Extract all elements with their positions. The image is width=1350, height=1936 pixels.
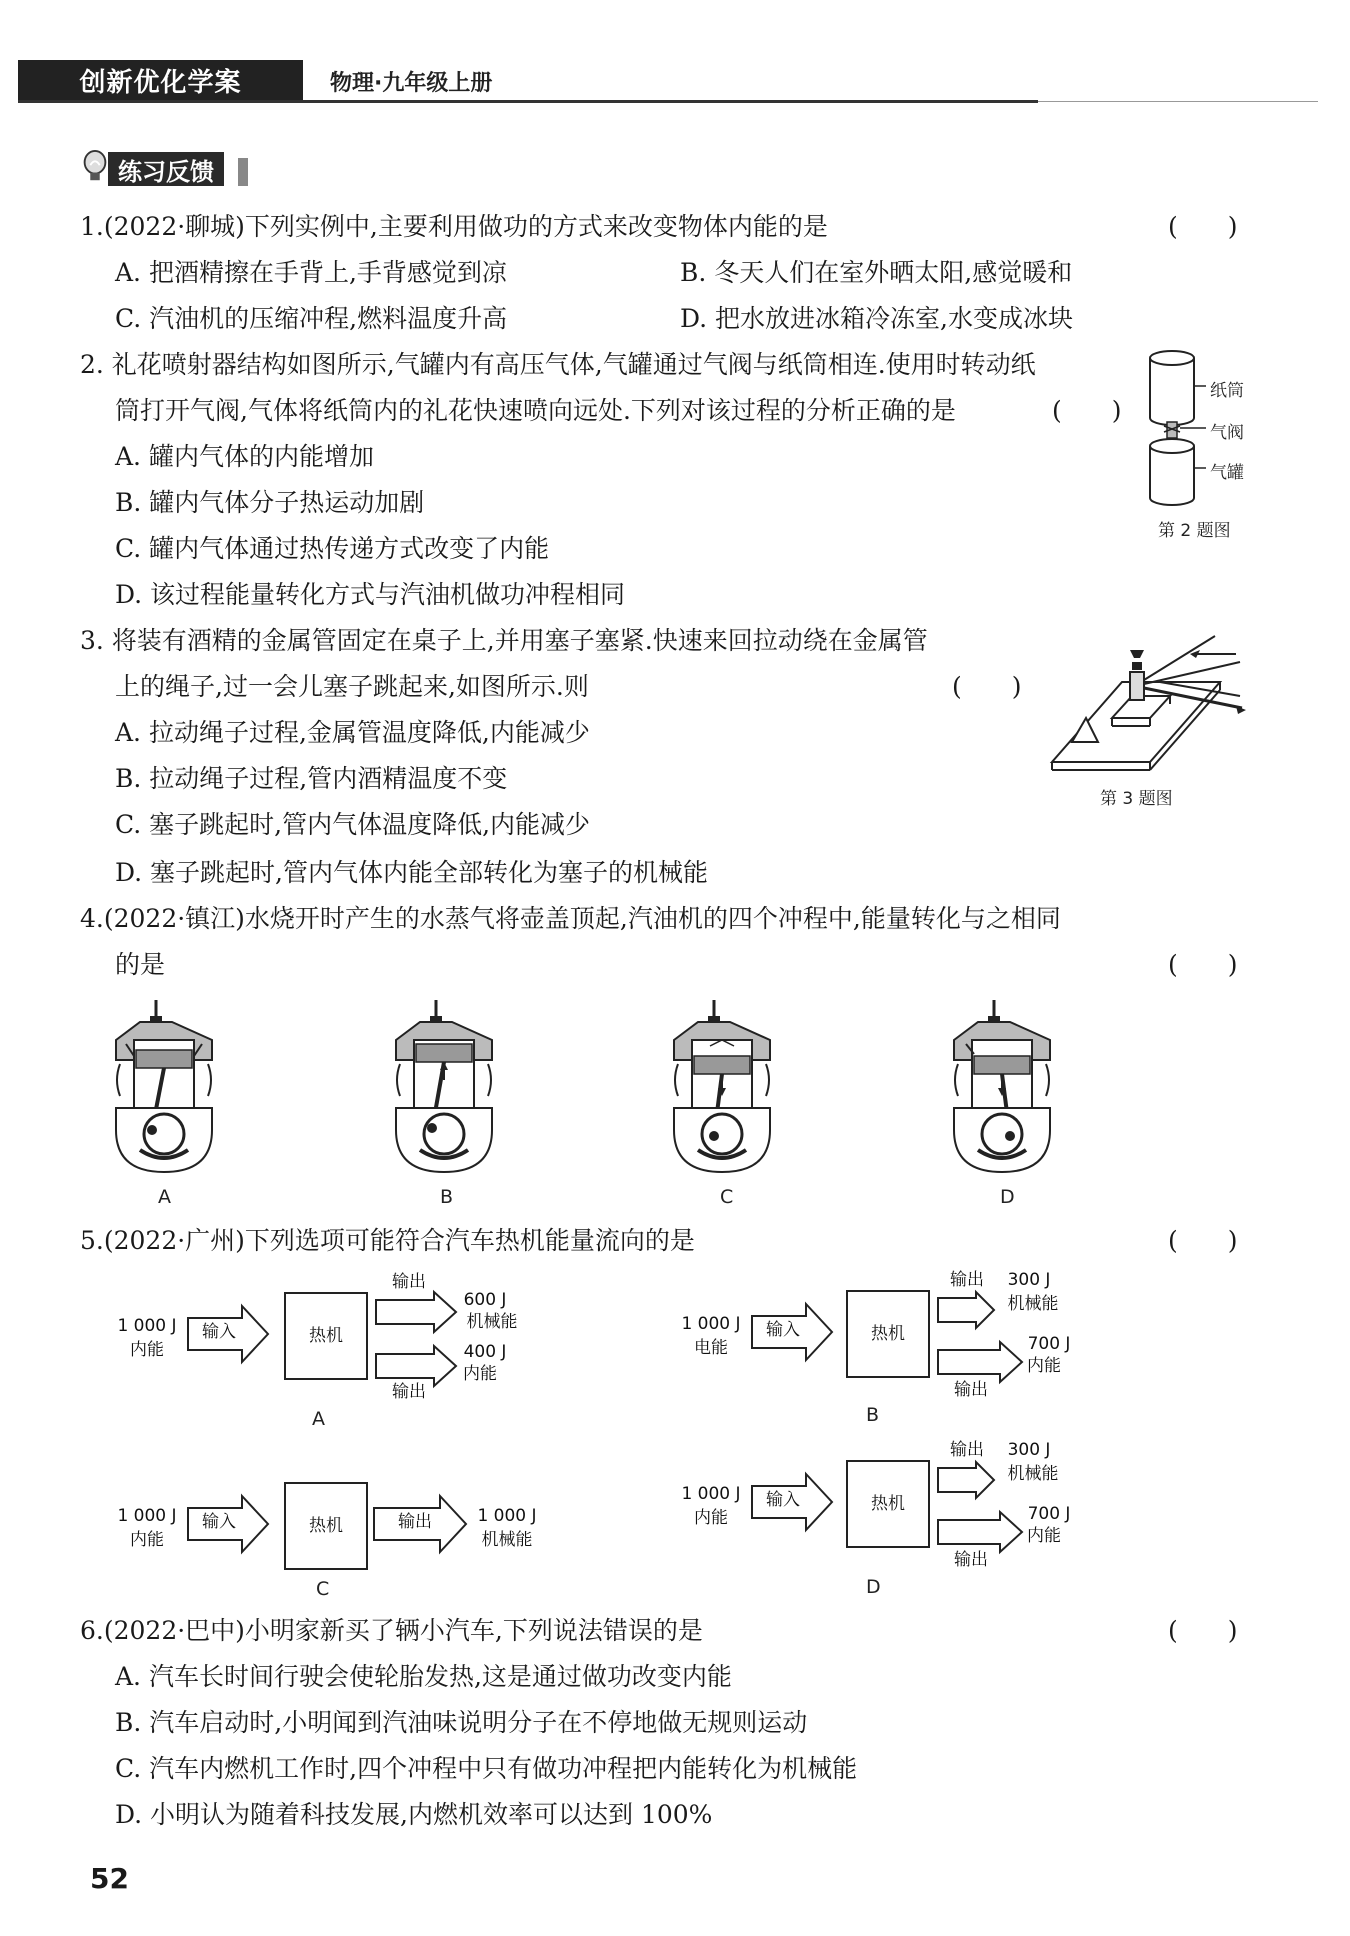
q5-c-input-label: 输入 [202,1512,236,1532]
q5-b-out2-value: 700 J [1027,1334,1071,1354]
q5-b-out1-arrow [936,1290,996,1330]
q5-b-letter: B [866,1404,880,1426]
q1-stem: 1.(2022·聊城)下列实例中,主要利用做功的方式来改变物体内能的是 [80,212,828,241]
q4-engine-a-figure [112,1000,222,1180]
q3-option-d: D. 塞子跳起时,管内气体内能全部转化为塞子的机械能 [115,858,708,887]
q5-c-out1-type: 机械能 [481,1530,533,1550]
q2-label-valve: 气阀 [1210,423,1244,443]
q2-option-d: D. 该过程能量转化方式与汽油机做功冲程相同 [115,580,626,609]
q1-option-a: A. 把酒精擦在手背上,手背感觉到凉 [115,258,507,287]
q2-option-b: B. 罐内气体分子热运动加剧 [115,488,425,517]
q5-c-engine-label: 热机 [309,1516,343,1536]
q5-d-out2-type: 内能 [1027,1526,1061,1546]
header-rule-thin [1038,101,1318,102]
q5-a-out2-label: 输出 [392,1382,426,1402]
q1-option-c: C. 汽油机的压缩冲程,燃料温度升高 [115,304,508,333]
q3-stem-line1: 3. 将装有酒精的金属管固定在桌子上,并用塞子塞紧.快速来回拉动绕在金属管 [80,626,928,655]
q5-d-letter: D [866,1576,881,1598]
q1-answer-blank: ( ) [1168,212,1238,241]
q6-stem: 6.(2022·巴中)小明家新买了辆小汽车,下列说法错误的是 [80,1616,703,1645]
q5-c-input-type: 内能 [130,1530,164,1550]
q6-option-b: B. 汽车启动时,小明闻到汽油味说明分子在不停地做无规则运动 [115,1708,808,1737]
brand-title: 创新优化学案 [18,60,303,100]
q3-stem-line2: 上的绳子,过一会儿塞子跳起来,如图所示.则 [115,672,589,701]
q5-a-out2-value: 400 J [463,1342,507,1362]
q5-answer-blank: ( ) [1168,1226,1238,1255]
q5-a-input-label: 输入 [202,1322,236,1342]
q5-d-out1-label: 输出 [950,1440,984,1460]
q5-b-out1-value: 300 J [1007,1270,1051,1290]
q3-figure-caption: 第 3 题图 [1100,789,1173,809]
q2-label-tube: 纸筒 [1210,381,1244,401]
q5-d-out2-label: 输出 [954,1550,988,1570]
q4-label-a: A [158,1186,171,1208]
q1-option-b: B. 冬天人们在室外晒太阳,感觉暖和 [680,258,1073,287]
header-rule [18,100,1038,103]
q5-b-out1-label: 输出 [950,1270,984,1290]
q4-stem-line2: 的是 [115,950,166,979]
q6-answer-blank: ( ) [1168,1616,1238,1645]
q6-option-a: A. 汽车长时间行驶会使轮胎发热,这是通过做功改变内能 [115,1662,732,1691]
q1-option-d: D. 把水放进冰箱冷冻室,水变成冰块 [680,304,1073,333]
q4-label-b: B [440,1186,454,1208]
q5-a-out2-type: 内能 [463,1364,497,1384]
q5-a-engine-label: 热机 [309,1326,343,1346]
q5-d-input-value: 1 000 J [681,1484,741,1504]
section-title-tail [238,158,248,186]
q5-b-out1-type: 机械能 [1007,1294,1059,1314]
q4-engine-d-figure [950,1000,1060,1180]
q3-figure-tube-rope [1050,622,1250,772]
q5-d-engine-label: 热机 [871,1494,905,1514]
q3-option-a: A. 拉动绳子过程,金属管温度降低,内能减少 [115,718,590,747]
q5-c-out1-value: 1 000 J [477,1506,537,1526]
q4-label-c: C [720,1186,734,1208]
q5-d-out1-arrow [936,1460,996,1500]
q4-engine-b-figure [392,1000,502,1180]
q3-answer-blank: ( ) [952,672,1022,701]
q5-b-input-value: 1 000 J [681,1314,741,1334]
q2-label-tank: 气罐 [1210,463,1244,483]
q2-answer-blank: ( ) [1052,396,1122,425]
q2-stem-line1: 2. 礼花喷射器结构如图所示,气罐内有高压气体,气罐通过气阀与纸筒相连.使用时转动纸 [80,350,1036,379]
q4-answer-blank: ( ) [1168,950,1238,979]
q2-option-a: A. 罐内气体的内能增加 [115,442,374,471]
q5-d-out1-value: 300 J [1007,1440,1051,1460]
q6-option-c: C. 汽车内燃机工作时,四个冲程中只有做功冲程把内能转化为机械能 [115,1754,858,1783]
q2-figure-caption: 第 2 题图 [1158,521,1231,541]
q5-a-out1-label: 输出 [392,1272,426,1292]
q5-b-engine-label: 热机 [871,1324,905,1344]
q5-d-input-type: 内能 [694,1508,728,1528]
q6-option-d: D. 小明认为随着科技发展,内燃机效率可以达到 100% [115,1800,713,1829]
q5-b-out2-type: 内能 [1027,1356,1061,1376]
lightbulb-icon [82,150,108,184]
q5-a-letter: A [312,1408,325,1430]
q4-stem-line1: 4.(2022·镇江)水烧开时产生的水蒸气将壶盖顶起,汽油机的四个冲程中,能量转化与之相同 [80,904,1061,933]
q5-d-out1-type: 机械能 [1007,1464,1059,1484]
q5-b-input-label: 输入 [766,1320,800,1340]
page-number: 52 [90,1862,129,1895]
q5-a-out1-arrow [374,1290,458,1336]
q4-label-d: D [1000,1186,1015,1208]
section-title: 练习反馈 [108,152,224,186]
q5-a-out1-value: 600 J [463,1290,507,1310]
q5-d-input-label: 输入 [766,1490,800,1510]
q5-b-input-type: 电能 [694,1338,728,1358]
q5-d-out2-value: 700 J [1027,1504,1071,1524]
q4-engine-c-figure [670,1000,780,1180]
q2-option-c: C. 罐内气体通过热传递方式改变了内能 [115,534,550,563]
subject-title: 物理·九年级上册 [330,71,493,96]
q3-option-b: B. 拉动绳子过程,管内酒精温度不变 [115,764,508,793]
q5-c-out1-label: 输出 [398,1512,432,1532]
q5-b-out2-label: 输出 [954,1380,988,1400]
q5-a-out1-type: 机械能 [466,1312,518,1332]
q3-option-c: C. 塞子跳起时,管内气体温度降低,内能减少 [115,810,591,839]
q5-stem: 5.(2022·广州)下列选项可能符合汽车热机能量流向的是 [80,1226,695,1255]
q5-c-input-value: 1 000 J [117,1506,177,1526]
q5-c-letter: C [316,1578,330,1600]
q5-a-input-value: 1 000 J [117,1316,177,1336]
q5-a-input-type: 内能 [130,1340,164,1360]
q2-stem-line2: 筒打开气阀,气体将纸筒内的礼花快速喷向远处.下列对该过程的分析正确的是 [115,396,956,425]
